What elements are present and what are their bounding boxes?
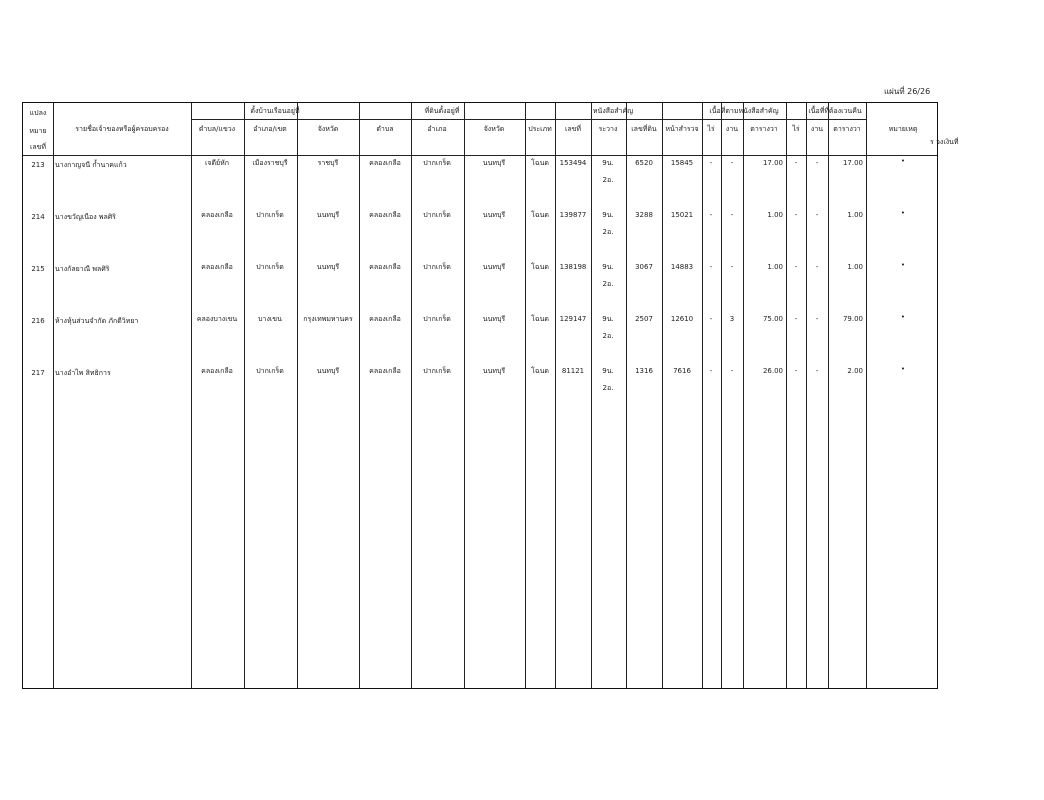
table-row [23, 157, 937, 197]
cell-exp-rai: - [794, 315, 798, 323]
cell-addr-amphoe: ปากเกร็ด [256, 211, 284, 219]
cell-land-province: นนทบุรี [482, 315, 506, 323]
header-parcel-3: เลขที่ [29, 143, 47, 151]
cell-deed-type: โฉนด [531, 315, 549, 323]
header-parcel-1: แปลง [29, 109, 47, 117]
cell-owner: นางขวัญเนือง พลศิริ [55, 213, 116, 221]
header-deed-col: ประเภท [528, 125, 552, 133]
cell-exp-ngan: - [815, 263, 819, 271]
cell-sheet: 2อ. [602, 280, 614, 288]
cell-deed-rai: - [709, 159, 713, 167]
cell-addr-tambon: คลองเกลือ [201, 263, 233, 271]
cell-deed-ngan: - [730, 211, 734, 219]
header-deed-group: หนังสือสำคัญ [592, 107, 634, 115]
cell-no: 216 [31, 317, 45, 325]
header-deed-col: หน้าสำรวจ [665, 125, 699, 133]
cell-no: 214 [31, 213, 45, 221]
cell-deed-type: โฉนด [531, 159, 549, 167]
cell-addr-tambon: คลองเกลือ [201, 367, 233, 375]
cell-land-amphoe: ปากเกร็ด [423, 315, 451, 323]
expropriation-table [22, 102, 938, 689]
cell-exp-ngan: - [815, 367, 819, 375]
cell-deed-ngan: - [730, 263, 734, 271]
cell-owner: นางอำไพ สิทธิการ [55, 369, 111, 377]
cell-deed-no: 138198 [559, 263, 587, 271]
cell-land-no: 6520 [635, 159, 653, 167]
cell-addr-province: นนทบุรี [316, 211, 340, 219]
cell-survey-page: 15845 [670, 159, 694, 167]
cell-owner: นางกัลยาณี พลศิริ [55, 265, 110, 273]
cell-sheet: 9น. [602, 367, 614, 375]
header-area-col: งาน [810, 125, 824, 133]
cell-addr-province: นนทบุรี [316, 263, 340, 271]
header-deed-col: เลขที่ [564, 125, 582, 133]
side-note: ร วงเงินที่ [930, 138, 959, 146]
cell-addr-amphoe: เมืองราชบุรี [252, 159, 288, 167]
cell-addr-tambon: คลองเกลือ [201, 211, 233, 219]
cell-owner: ห้างหุ้นส่วนจำกัด ภักดีวิทยา [55, 317, 139, 325]
cell-sheet: 2อ. [602, 332, 614, 340]
header-land-col: อำเภอ [427, 125, 447, 133]
cell-deed-no: 153494 [559, 159, 587, 167]
cell-deed-rai: - [709, 211, 713, 219]
cell-land-no: 3288 [635, 211, 653, 219]
cell-land-tambon: คลองเกลือ [369, 367, 401, 375]
cell-land-province: นนทบุรี [482, 263, 506, 271]
cell-deed-type: โฉนด [531, 367, 549, 375]
cell-exp-rai: - [794, 263, 798, 271]
header-land-group: ที่ดินตั้งอยู่ที่ [424, 107, 460, 115]
header-area-col: ตารางวา [750, 125, 778, 133]
cell-deed-wa: 26.00 [762, 367, 783, 375]
cell-sheet: 9น. [602, 263, 614, 271]
cell-exp-wa: 1.00 [847, 211, 863, 219]
cell-land-no: 3067 [635, 263, 653, 271]
cell-land-amphoe: ปากเกร็ด [423, 159, 451, 167]
cell-land-tambon: คลองเกลือ [369, 159, 401, 167]
cell-exp-rai: - [794, 367, 798, 375]
cell-deed-rai: - [709, 367, 713, 375]
header-area-col: ไร่ [792, 125, 800, 133]
cell-exp-rai: - [794, 159, 798, 167]
cell-land-province: นนทบุรี [482, 159, 506, 167]
header-area-col: ตารางวา [833, 125, 861, 133]
cell-remark: • [900, 157, 906, 165]
cell-addr-tambon: คลองบางเขน [196, 315, 238, 323]
table-row [23, 365, 937, 405]
cell-exp-wa: 2.00 [847, 367, 863, 375]
header-address-col: จังหวัด [317, 125, 339, 133]
cell-deed-ngan: - [730, 367, 734, 375]
cell-addr-amphoe: บางเขน [258, 315, 282, 323]
cell-land-tambon: คลองเกลือ [369, 211, 401, 219]
cell-deed-rai: - [709, 263, 713, 271]
cell-exp-wa: 1.00 [847, 263, 863, 271]
cell-survey-page: 14883 [670, 263, 694, 271]
cell-sheet: 2อ. [602, 228, 614, 236]
cell-sheet: 2อ. [602, 384, 614, 392]
cell-exp-wa: 17.00 [842, 159, 863, 167]
cell-deed-no: 139877 [559, 211, 587, 219]
cell-exp-ngan: - [815, 315, 819, 323]
cell-no: 215 [31, 265, 45, 273]
cell-sheet: 2อ. [602, 176, 614, 184]
cell-sheet: 9น. [602, 315, 614, 323]
cell-land-tambon: คลองเกลือ [369, 263, 401, 271]
cell-deed-type: โฉนด [531, 263, 549, 271]
header-deed-col: เลขที่ดิน [631, 125, 657, 133]
cell-remark: • [900, 209, 906, 217]
table-row [23, 261, 937, 301]
cell-deed-no: 81121 [561, 367, 585, 375]
cell-land-province: นนทบุรี [482, 367, 506, 375]
cell-exp-ngan: - [815, 159, 819, 167]
header-remark: หมายเหตุ [888, 125, 918, 133]
cell-land-amphoe: ปากเกร็ด [423, 211, 451, 219]
cell-deed-type: โฉนด [531, 211, 549, 219]
cell-exp-wa: 79.00 [842, 315, 863, 323]
header-area-col: ไร่ [707, 125, 715, 133]
cell-land-province: นนทบุรี [482, 211, 506, 219]
cell-land-amphoe: ปากเกร็ด [423, 263, 451, 271]
cell-survey-page: 12610 [670, 315, 694, 323]
table-row [23, 209, 937, 249]
header-land-col: จังหวัด [483, 125, 505, 133]
cell-addr-province: กรุงเทพมหานคร [303, 315, 353, 323]
cell-deed-no: 129147 [559, 315, 587, 323]
header-address-group: ตั้งบ้านเรือนอยู่ที่ [250, 107, 300, 115]
cell-no: 217 [31, 369, 45, 377]
header-area-deed-group: เนื้อที่ตามหนังสือสำคัญ [709, 107, 779, 115]
header-address-col: อำเภอ/เขต [253, 125, 287, 133]
cell-addr-province: ราชบุรี [317, 159, 339, 167]
cell-exp-ngan: - [815, 211, 819, 219]
cell-no: 213 [31, 161, 45, 169]
header-owner: รายชื่อเจ้าของหรือผู้ครอบครอง [75, 125, 169, 133]
cell-land-tambon: คลองเกลือ [369, 315, 401, 323]
header-land-col: ตำบล [376, 125, 394, 133]
header-area-col: งาน [725, 125, 739, 133]
cell-deed-wa: 1.00 [767, 211, 783, 219]
header-area-exp-group: เนื้อที่ที่ต้องเวนคืน [808, 107, 862, 115]
cell-deed-ngan: 3 [729, 315, 735, 323]
cell-sheet: 9น. [602, 211, 614, 219]
page-number: แผ่นที่ 26/26 [884, 87, 931, 96]
cell-sheet: 9น. [602, 159, 614, 167]
cell-survey-page: 7616 [673, 367, 691, 375]
cell-survey-page: 15021 [670, 211, 694, 219]
cell-addr-province: นนทบุรี [316, 367, 340, 375]
cell-addr-amphoe: ปากเกร็ด [256, 263, 284, 271]
cell-deed-ngan: - [730, 159, 734, 167]
header-parcel-2: หมาย [29, 127, 47, 135]
header-address-col: ตำบล/แขวง [198, 125, 236, 133]
cell-deed-wa: 1.00 [767, 263, 783, 271]
cell-deed-wa: 17.00 [762, 159, 783, 167]
header-deed-col: ระวาง [598, 125, 618, 133]
cell-addr-tambon: เจดีย์หัก [205, 159, 229, 167]
cell-land-amphoe: ปากเกร็ด [423, 367, 451, 375]
table-row [23, 313, 937, 353]
cell-exp-rai: - [794, 211, 798, 219]
cell-remark: • [900, 313, 906, 321]
cell-deed-wa: 75.00 [762, 315, 783, 323]
cell-remark: • [900, 365, 906, 373]
cell-owner: นางกาญจนี ก้ำนาคแก้ว [55, 161, 127, 169]
cell-land-no: 2507 [635, 315, 653, 323]
cell-addr-amphoe: ปากเกร็ด [256, 367, 284, 375]
cell-land-no: 1316 [635, 367, 653, 375]
cell-remark: • [900, 261, 906, 269]
cell-deed-rai: - [709, 315, 713, 323]
